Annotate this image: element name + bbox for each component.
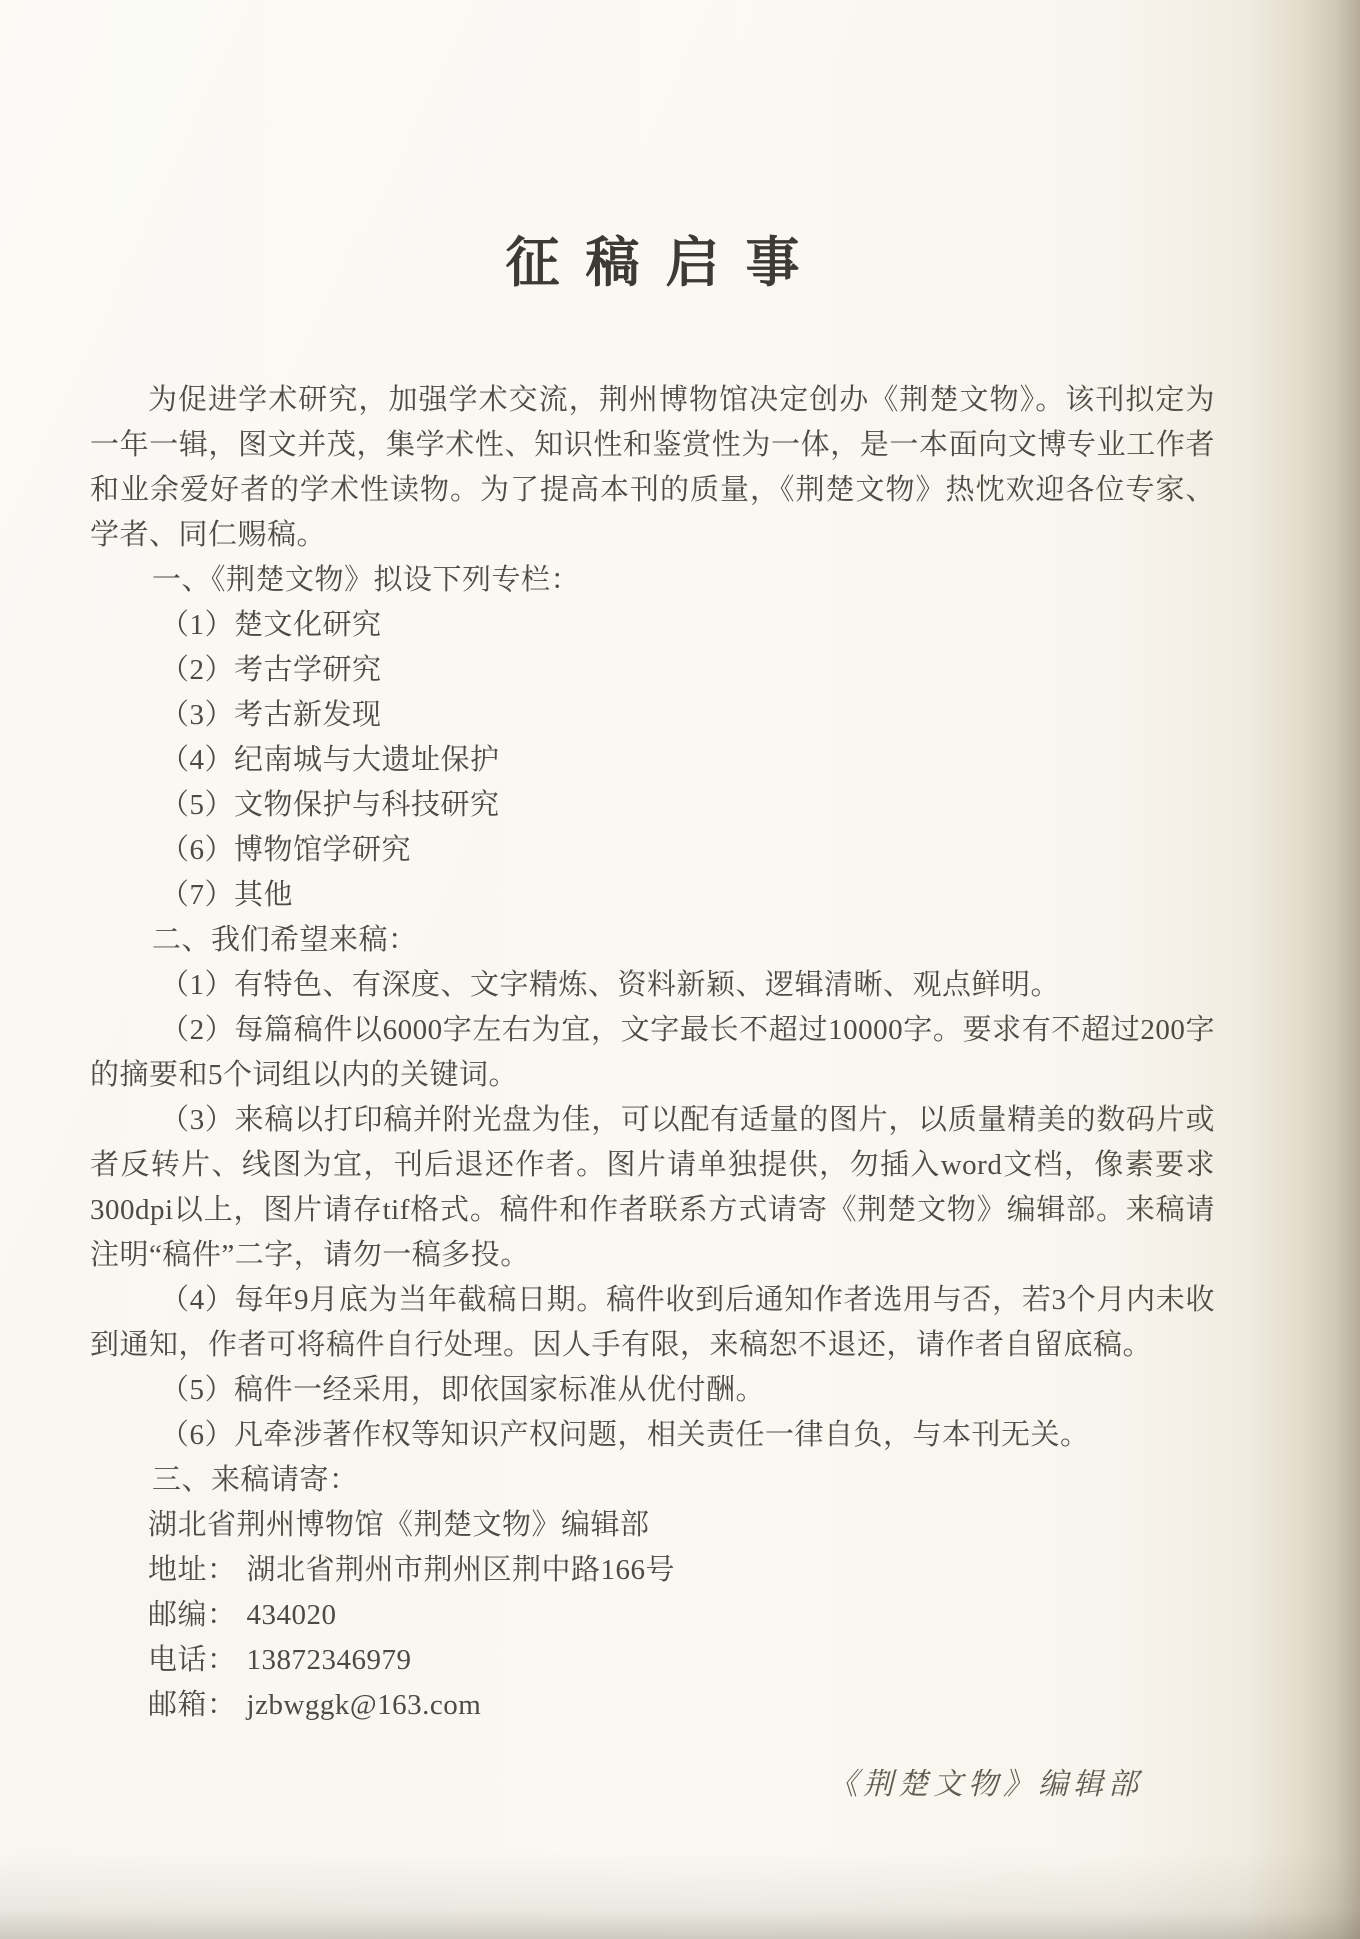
section-2-heading: 二、我们希望来稿： — [152, 924, 418, 956]
section-2-item-4: （4）每年9月底为当年截稿日期。稿件收到后通知作者选用与否，若3个月内未收到通知，作者可将稿件自行处理。因人手有限，来稿恕不退还，请作者自留底稿。 — [90, 1284, 1215, 1361]
section-1-item-7: （7）其他 — [160, 879, 294, 911]
contact-postcode-line — [90, 1593, 1215, 1638]
page-title: 征稿启事 — [505, 233, 826, 293]
contact-address-line — [90, 1548, 1215, 1593]
section-2-item-5: （5）稿件一经采用，即依国家标准从优付酬。 — [160, 1374, 766, 1406]
contact-phone-line — [90, 1638, 1215, 1683]
email-label: 邮箱： — [148, 1689, 237, 1721]
contact-org-line: 湖北省荆州博物馆《荆楚文物》编辑部 — [148, 1509, 650, 1541]
postcode-label: 邮编： — [148, 1599, 237, 1631]
section-1-item-5: （5）文物保护与科技研究 — [160, 789, 500, 821]
section-2-item-6: （6）凡牵涉著作权等知识产权问题，相关责任一律自负，与本刊无关。 — [160, 1419, 1090, 1451]
contact-email-line — [90, 1683, 1215, 1728]
section-2-item-3: （3）来稿以打印稿并附光盘为佳，可以配有适量的图片，以质量精美的数码片或者反转片、线图为宜，刊后退还作者。图片请单独提供，勿插入word文档，像素要求300dpi以上，图片请存tif格式。稿件和作者联系方式请寄《荆楚文物》编辑部。来稿请注明“稿件”二字，请勿一稿多投。 — [90, 1104, 1215, 1271]
postcode-value: 434020 — [246, 1599, 337, 1631]
email-value: jzbwggk@163.com — [246, 1689, 482, 1721]
section-2-item-2: （2）每篇稿件以6000字左右为宜，文字最长不超过10000字。要求有不超过200字的摘要和5个词组以内的关键词。 — [90, 1014, 1215, 1091]
section-3-heading: 三、来稿请寄： — [152, 1464, 359, 1496]
section-1-item-6: （6）博物馆学研究 — [160, 834, 412, 866]
section-1-heading: 一、《荆楚文物》拟设下列专栏： — [152, 564, 581, 596]
section-1-item-1: （1）楚文化研究 — [160, 609, 382, 641]
section-2-item-1: （1）有特色、有深度、文字精炼、资料新颖、逻辑清晰、观点鲜明。 — [160, 969, 1061, 1001]
address-label: 地址： — [148, 1554, 237, 1586]
section-1-item-3: （3）考古新发现 — [160, 699, 382, 731]
address-value: 湖北省荆州市荆州区荆中路166号 — [246, 1554, 676, 1586]
phone-label: 电话： — [148, 1644, 237, 1676]
editorial-signature: 《荆楚文物》编辑部 — [828, 1768, 1143, 1801]
document-body — [90, 378, 1215, 1728]
phone-value: 13872346979 — [246, 1644, 412, 1676]
intro-paragraph: 为促进学术研究，加强学术交流，荆州博物馆决定创办《荆楚文物》。该刊拟定为一年一辑，图文并茂，集学术性、知识性和鉴赏性为一体，是一本面向文博专业工作者和业余爱好者的学术性读物。为了提高本刊的质量，《荆楚文物》热忱欢迎各位专家、学者、同仁赐稿。 — [90, 384, 1215, 551]
section-1-item-2: （2）考古学研究 — [160, 654, 382, 686]
section-1-item-4: （4）纪南城与大遗址保护 — [160, 744, 500, 776]
